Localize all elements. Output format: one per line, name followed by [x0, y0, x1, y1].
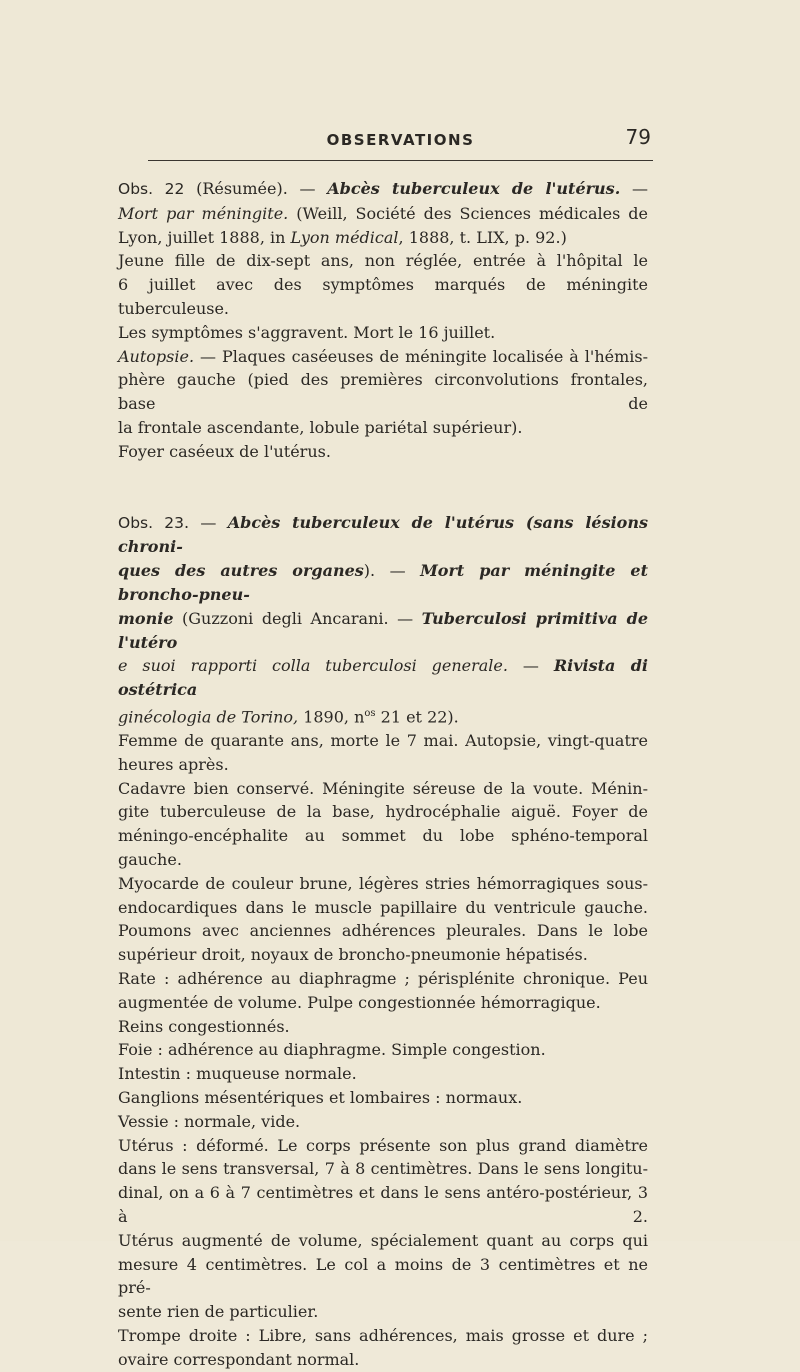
- obs23-journal-2: ginécologia de Torino,: [118, 707, 299, 727]
- obs22-autopsy-text: — Plaques caséeuses de méningite localisée à l'hémis-: [194, 346, 648, 366]
- autopsie-label: Autopsie.: [118, 346, 195, 366]
- obs22-line-8: phère gauche (pied des premières circonvolutions frontales, base de: [118, 370, 648, 414]
- obs23-dash: . —: [183, 512, 228, 532]
- obs23-year: 1890, n: [298, 707, 365, 727]
- obs23-body-line: Utérus augmenté de volume, spécialement quant au corps qui: [118, 1230, 648, 1250]
- obs22-line-6: Les symptômes s'aggravent. Mort le 16 juillet.: [118, 322, 496, 342]
- obs23-line-2: [118, 559, 648, 607]
- body-text: [118, 177, 648, 1372]
- obs22-line-9: la frontale ascendante, lobule pariétal supérieur).: [118, 417, 523, 437]
- obs23-body-line: supérieur droit, noyaux de broncho-pneumonie hépatisés.: [118, 945, 588, 965]
- obs23-body-line: Intestin : muqueuse normale.: [118, 1064, 357, 1084]
- obs22-subtitle: (Résumée). —: [184, 179, 328, 198]
- obs23-title-2: (sans lésions chroni-: [118, 512, 648, 557]
- obs23-journal: Rivista di ostétrica: [118, 656, 649, 700]
- obs23-body-line: mesure 4 centimètres. Le col a moins de 3 centimètres et ne pré-: [118, 1254, 648, 1298]
- obs22-line-1: [118, 177, 648, 202]
- obs23-body-line: méningo-encéphalite au sommet du lobe sphéno-temporal gauche.: [118, 826, 648, 870]
- obs23-body-line: Utérus : déformé. Le corps présente son plus grand diamètre: [118, 1135, 648, 1155]
- running-head: OBSERVATIONS: [326, 131, 475, 149]
- obs23-article-title-2: e suoi rapporti colla tuberculosi generale.: [118, 656, 508, 676]
- obs23-body-line: Femme de quarante ans, morte le 7 mai. Autopsie, vingt-quatre: [118, 731, 648, 751]
- obs23-body-line: ovaire correspondant normal.: [118, 1349, 360, 1369]
- obs23-body-line: endocardiques dans le muscle papillaire du ventricule gauche.: [118, 897, 648, 917]
- obs23-body-line: Cadavre bien conservé. Méningite séreuse de la voute. Ménin-: [118, 778, 648, 798]
- obs23-cause-2: monie: [118, 608, 174, 628]
- obs23-line-4: [118, 654, 648, 702]
- obs23-body-line: Foie : adhérence au diaphragme. Simple congestion.: [118, 1040, 546, 1060]
- obs23-line-3: [118, 607, 648, 655]
- obs22-line-10: Foyer caséeux de l'utérus.: [118, 441, 331, 461]
- obs22-line-2: [118, 202, 648, 226]
- observation-23: [118, 511, 648, 1372]
- obs23-body-line: dinal, on a 6 à 7 centimètres et dans le sens antéro-postérieur, 3 à 2.: [118, 1183, 648, 1226]
- obs22-line-5: 6 juillet avec des symptômes marqués de méningite tuberculeuse.: [118, 275, 648, 318]
- obs23-numbers: 21 et 22).: [375, 707, 459, 727]
- section-gap: [118, 464, 648, 511]
- obs23-body-line: Rate : adhérence au diaphragme ; périsplénite chronique. Peu: [118, 969, 648, 989]
- obs22-cause: Mort par méningite.: [118, 203, 289, 223]
- obs22-label: Obs. 22: [118, 180, 185, 198]
- obs23-title-3: ques des autres organes: [118, 561, 364, 581]
- obs23-title: Abcès tuberculeux de l'utérus: [227, 512, 515, 532]
- obs23-body-line: Reins congestionnés.: [118, 1016, 290, 1036]
- obs22-line-4: Jeune fille de dix-sept ans, non réglée, entrée à l'hôpital le: [118, 251, 648, 271]
- obs22-citation-2: Lyon, juillet 1888, in: [118, 227, 291, 247]
- obs23-cause: Mort par méningite et broncho-pneu-: [118, 561, 649, 604]
- page-header: [148, 125, 653, 157]
- obs23-body-line: sente rien de particulier.: [118, 1302, 319, 1322]
- obs23-body-line: Poumons avec anciennes adhérences pleurales. Dans le lobe: [118, 921, 648, 941]
- observation-22: [118, 177, 648, 464]
- obs22-citation-3: , 1888, t. LIX, p. 92.): [398, 227, 567, 247]
- obs23-label: Obs. 23: [118, 513, 184, 532]
- page-number: 79: [625, 125, 651, 149]
- obs23-body-line: augmentée de volume. Pulpe congestionnée hémorragique.: [118, 992, 601, 1012]
- obs23-line-5: [118, 702, 648, 729]
- obs23-body-line: gite tuberculeuse de la base, hydrocéphalie aiguë. Foyer de: [118, 802, 648, 822]
- obs23-body-line: Ganglions mésentériques et lombaires : normaux.: [118, 1088, 523, 1108]
- obs23-article-title: Tuberculosi primitiva de l'utéro: [118, 608, 648, 652]
- obs22-citation: (Weill, Société des Sciences médicales de: [296, 203, 649, 223]
- obs23-line-1: [118, 511, 648, 560]
- obs23-body-line: heures après.: [118, 754, 229, 774]
- obs22-journal: Lyon médical: [290, 227, 399, 247]
- obs23-sup: os: [364, 707, 376, 719]
- obs22-dash: —: [620, 179, 648, 198]
- obs23-body-line: dans le sens transversal, 7 à 8 centimètres. Dans le sens longitu-: [118, 1159, 648, 1179]
- obs23-dash-3: —: [507, 656, 554, 676]
- header-rule: [148, 160, 653, 161]
- obs22-line-7: [118, 345, 648, 369]
- obs22-line-3: [118, 226, 648, 250]
- obs23-body-line: Myocarde de couleur brune, légères stries hémorragiques sous-: [118, 873, 648, 893]
- obs23-body-line: Trompe droite : Libre, sans adhérences, mais grosse et dure ;: [118, 1325, 648, 1345]
- obs23-author: (Guzzoni degli Ancarani. —: [173, 608, 422, 628]
- obs22-title: Abcès tuberculeux de l'utérus.: [327, 179, 621, 198]
- obs23-dash-2: ). —: [363, 561, 421, 581]
- obs23-body-line: Vessie : normale, vide.: [118, 1111, 301, 1131]
